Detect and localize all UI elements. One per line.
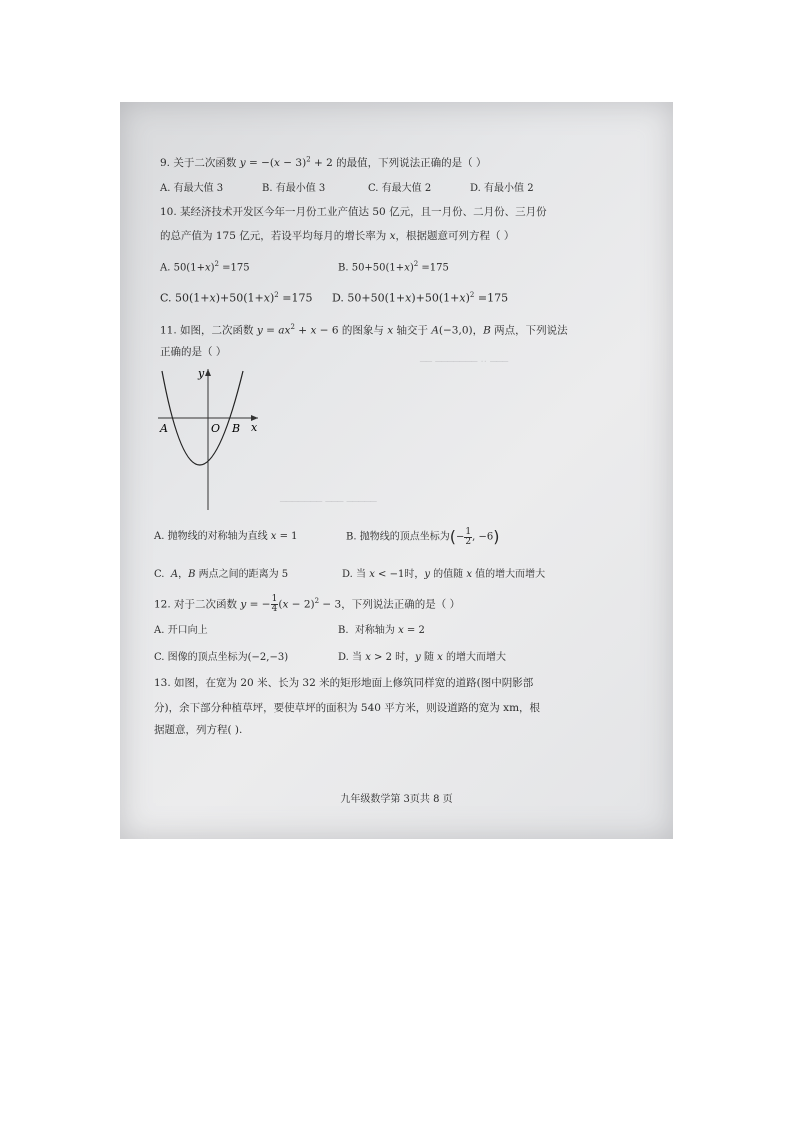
q11-option-a[interactable]: A. 抛物线的对称轴为直线 x = 1 <box>154 531 298 542</box>
x-axis-label: x <box>251 421 258 434</box>
q12-option-d[interactable]: D. 当 x > 2 时，y 随 x 的增大而增大 <box>338 652 506 663</box>
q10-option-a[interactable]: A. $50(1+x)^2 =175$ <box>160 260 250 274</box>
question-13-line-3: 据题意，列方程( ). <box>154 724 243 736</box>
question-10-line-2: 的总产值为 175 亿元，若设平均每月的增长率为 x，根据题意可列方程（ ） <box>160 230 515 242</box>
question-9-text: 9. 关于二次函数 $y = -(x - 3)^2 + 2$ 的最值，下列说法正确的是（ ） <box>160 155 487 169</box>
q10-option-b[interactable]: B. $50+50(1+x)^2 =175$ <box>338 260 449 274</box>
question-9 <box>160 152 487 170</box>
origin-label: O <box>211 422 221 435</box>
q9-option-d[interactable]: D. 有最小值 2 <box>470 183 534 194</box>
q9-option-b[interactable]: B. 有最小值 3 <box>262 183 326 194</box>
q10-option-c[interactable]: C. $50(1+x)+50(1+x)^2 =175$ <box>160 291 313 305</box>
question-11-line-2: 正确的是（ ） <box>160 346 227 358</box>
q12-option-a[interactable]: A. 开口向上 <box>154 625 208 636</box>
y-axis-label: y <box>198 367 205 380</box>
bleed-through-text: ── ─────── ·· ─── <box>420 357 509 368</box>
q11-option-b[interactable]: B. 抛物线的顶点坐标为(− $\frac{1}{2}$ , −6) <box>346 526 500 547</box>
bleed-through-text: ─────── ─── ───── <box>280 497 377 508</box>
q9-option-a[interactable]: A. 有最大值 3 <box>160 183 224 194</box>
question-12: 12. 对于二次函数 y = − $\frac{1}{4}$ $(x - 2)^2 - 3$，下列说法正确的是（ ） <box>154 594 461 614</box>
point-a-label: A <box>160 422 168 435</box>
q11-option-d[interactable]: D. 当 x < −1时，y 的值随 x 值的增大而增大 <box>342 569 546 580</box>
question-13-line-2: 分)，余下部分种植草坪，要使草坪的面积为 540 平方米，则设道路的宽为 xm，根 <box>154 702 541 714</box>
y-axis-arrow <box>205 369 211 376</box>
page-footer: 九年级数学第 3页共 8 页 <box>340 794 453 805</box>
question-10-line-1: 10. 某经济技术开发区今年一月份工业产值达 50 亿元，且一月份、二月份、三月份 <box>160 206 547 218</box>
q12-option-b[interactable]: B. 对称轴为 x = 2 <box>338 625 425 636</box>
q9-option-c[interactable]: C. 有最大值 2 <box>368 183 432 194</box>
point-b-label: B <box>232 422 241 435</box>
q12-option-c[interactable]: C. 图像的顶点坐标为(−2,−3) <box>154 652 289 663</box>
q10-option-d[interactable]: D. $50+50(1+x)+50(1+x)^2 =175$ <box>332 291 509 305</box>
q11-option-c[interactable]: C. A，B 两点之间的距离为 5 <box>154 569 289 580</box>
question-11-line-1: 11. 如图，二次函数 $y = ax^2 + x - 6$ 的图象与 x 轴交于 A(−3,0)，B 两点，下列说法 <box>160 323 568 337</box>
parabola-graph <box>154 365 264 515</box>
exam-page <box>120 102 673 839</box>
question-13-line-1: 13. 如图，在宽为 20 米、长为 32 米的矩形地面上修筑同样宽的道路(图中阴影部 <box>154 677 534 689</box>
